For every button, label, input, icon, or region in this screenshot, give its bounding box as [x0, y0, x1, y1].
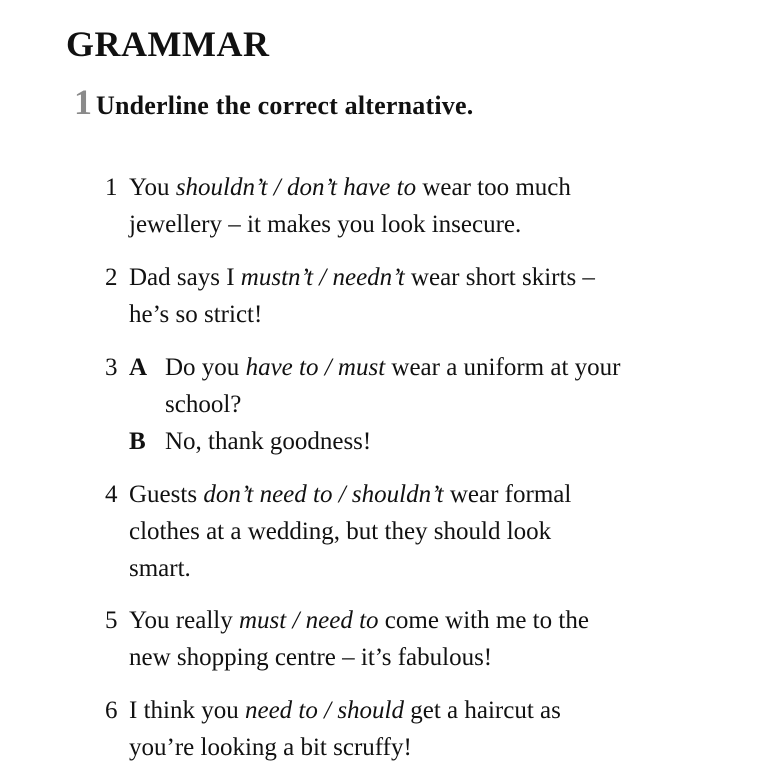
item-line-continued: clothes at a wedding, but they should look	[129, 518, 552, 545]
option-a[interactable]: need to	[244, 697, 318, 724]
item-line	[105, 476, 730, 513]
exercise-instruction	[74, 80, 473, 132]
item-line-continued: he’s so strict!	[129, 301, 263, 328]
reply-text: No, thank goodness!	[165, 428, 372, 455]
option-separator: /	[332, 481, 352, 508]
option-b[interactable]: need to	[305, 607, 379, 634]
item-text: come with me to the	[378, 607, 589, 634]
item-line	[105, 169, 730, 206]
item-text: You really	[129, 607, 239, 634]
instruction-text: Underline the correct alternative.	[96, 91, 474, 120]
item-text: You	[129, 174, 176, 201]
speaker-a-label: A	[129, 354, 148, 381]
speaker-b-label: B	[129, 428, 146, 455]
section-heading: GRAMMAR	[66, 24, 270, 64]
item-number: 2	[105, 264, 118, 291]
option-a[interactable]: don’t need to	[203, 481, 333, 508]
option-separator: /	[318, 354, 338, 381]
item-text: wear short skirts –	[404, 264, 595, 291]
item-number: 3	[105, 354, 118, 381]
option-b[interactable]: must	[337, 354, 386, 381]
exercise-number: 1	[74, 82, 92, 122]
exercise-item-2	[105, 259, 730, 333]
item-line	[105, 349, 730, 386]
item-text: wear formal	[443, 481, 572, 508]
item-reply-line	[105, 423, 730, 460]
item-line-continued: smart.	[129, 555, 191, 582]
option-a[interactable]: must	[238, 607, 287, 634]
item-text: wear too much	[416, 174, 571, 201]
item-text: get a haircut as	[404, 697, 561, 724]
item-text: Do you	[165, 354, 246, 381]
item-text: wear a uniform at your	[385, 354, 621, 381]
item-number: 5	[105, 607, 118, 634]
item-line-continued: you’re looking a bit scruffy!	[129, 734, 412, 761]
option-b[interactable]: should	[337, 697, 404, 724]
item-number: 6	[105, 697, 118, 724]
option-a[interactable]: have to	[245, 354, 319, 381]
item-text: Dad says I	[129, 264, 241, 291]
item-number: 1	[105, 174, 118, 201]
option-separator: /	[317, 697, 338, 724]
option-b[interactable]: don’t have to	[286, 174, 417, 201]
option-separator: /	[313, 264, 333, 291]
item-line	[105, 259, 730, 296]
item-number: 4	[105, 481, 118, 508]
exercise-item-5	[105, 602, 730, 676]
option-separator: /	[286, 607, 306, 634]
item-line	[105, 602, 730, 639]
exercise-item-4	[105, 476, 730, 587]
option-separator: /	[267, 174, 287, 201]
exercise-item-1	[105, 169, 730, 243]
item-line-continued: school?	[165, 391, 242, 418]
item-line-continued: jewellery – it makes you look insecure.	[129, 211, 522, 238]
option-b[interactable]: needn’t	[332, 264, 405, 291]
option-a[interactable]: shouldn’t	[175, 174, 268, 201]
item-line	[105, 692, 730, 729]
item-text: Guests	[129, 481, 204, 508]
option-b[interactable]: shouldn’t	[351, 481, 444, 508]
item-text: I think you	[129, 697, 245, 724]
exercise-item-3	[105, 349, 730, 460]
exercise-item-6	[105, 692, 730, 766]
item-line-continued: new shopping centre – it’s fabulous!	[129, 644, 493, 671]
option-a[interactable]: mustn’t	[240, 264, 314, 291]
